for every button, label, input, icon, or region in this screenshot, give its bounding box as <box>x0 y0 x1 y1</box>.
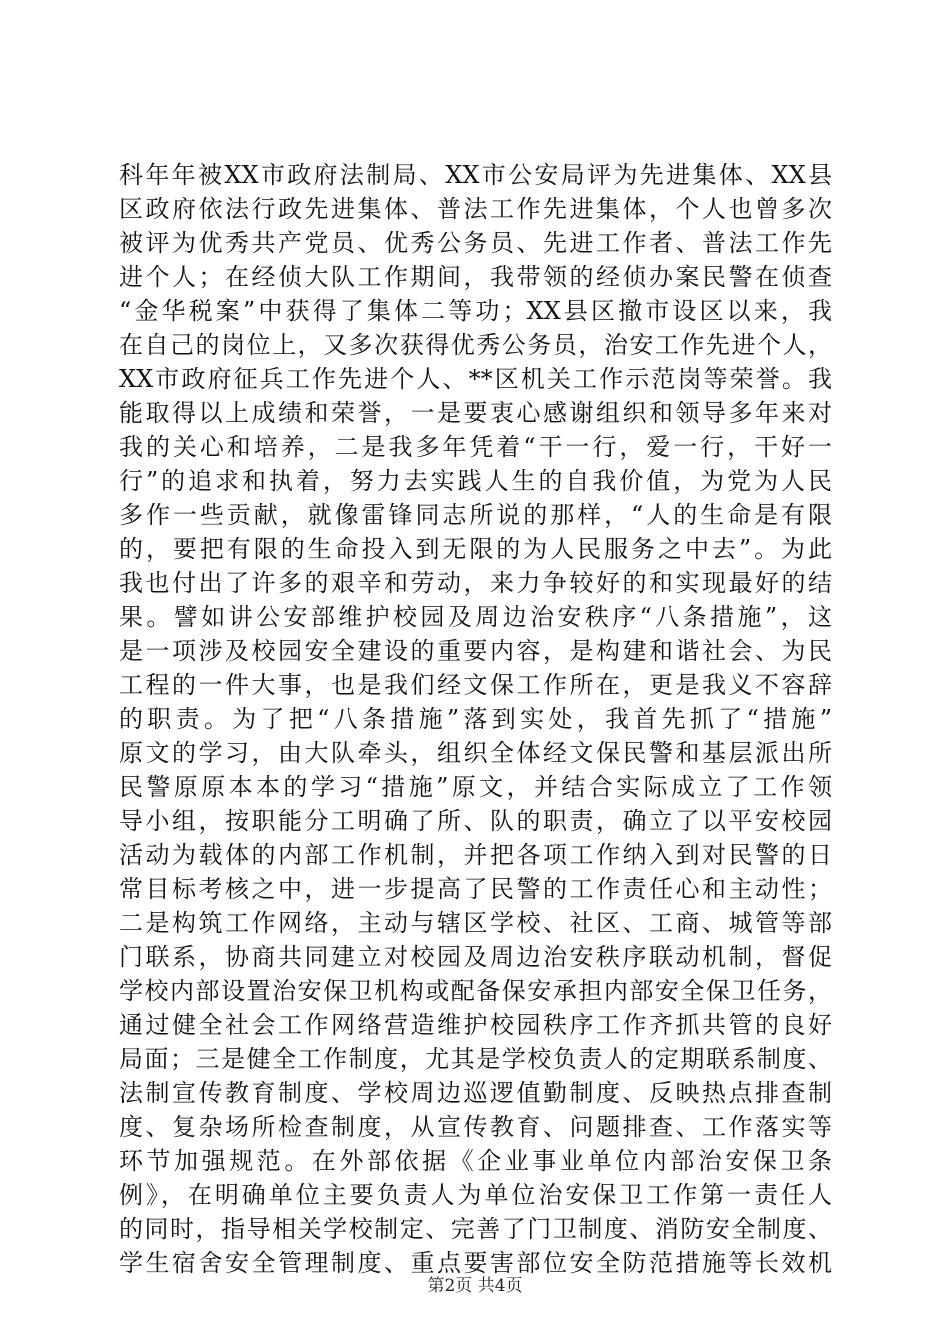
text-line: 活动为载体的内部工作机制，并把各项工作纳入到对民警的日 <box>119 841 832 869</box>
text-line: 工程的一件大事，也是我们经文保工作所在，更是我义不容辞 <box>119 671 832 699</box>
text-line: 在自己的岗位上，又多次获得优秀公务员，治安工作先进个人， <box>119 331 832 359</box>
text-line: “金华税案”中获得了集体二等功；XX县区撤市设区以来，我 <box>119 297 832 325</box>
text-line: 通过健全社会工作网络营造维护校园秩序工作齐抓共管的良好 <box>119 1011 832 1039</box>
text-line: 我的关心和培养，二是我多年凭着“干一行，爱一行，干好一 <box>119 433 832 461</box>
text-line: 局面；三是健全工作制度，尤其是学校负责人的定期联系制度、 <box>119 1045 832 1073</box>
text-line: 的同时，指导相关学校制定、完善了门卫制度、消防安全制度、 <box>119 1215 832 1243</box>
text-line: 的职责。为了把“八条措施”落到实处，我首先抓了“措施” <box>119 705 832 733</box>
body-paragraph <box>119 158 832 1280</box>
page-footer: 第2页 共4页 <box>427 1276 523 1296</box>
text-line: 科年年被XX市政府法制局、XX市公安局评为先进集体、XX县 <box>119 161 832 189</box>
text-line: 度、复杂场所检查制度，从宣传教育、问题排查、工作落实等 <box>119 1113 832 1141</box>
text-line: 门联系，协商共同建立对校园及周边治安秩序联动机制，督促 <box>119 943 832 971</box>
text-line: 我也付出了许多的艰辛和劳动，来力争较好的和实现最好的结 <box>119 569 832 597</box>
text-line: 是一项涉及校园安全建设的重要内容，是构建和谐社会、为民 <box>119 637 832 665</box>
text-line: 原文的学习，由大队牵头，组织全体经文保民警和基层派出所 <box>119 739 832 767</box>
text-line: 区政府依法行政先进集体、普法工作先进集体，个人也曾多次 <box>119 195 832 223</box>
text-line: 进个人；在经侦大队工作期间，我带领的经侦办案民警在侦查 <box>119 263 832 291</box>
text-line: 学生宿舍安全管理制度、重点要害部位安全防范措施等长效机 <box>119 1249 832 1277</box>
text-line: 环节加强规范。在外部依据《企业事业单位内部治安保卫条 <box>119 1147 832 1175</box>
text-line: XX市政府征兵工作先进个人、**区机关工作示范岗等荣誉。我 <box>119 365 832 393</box>
text-line: 学校内部设置治安保卫机构或配备保安承担内部安全保卫任务， <box>119 977 832 1005</box>
text-line: 被评为优秀共产党员、优秀公务员、先进工作者、普法工作先 <box>119 229 832 257</box>
text-line: 二是构筑工作网络，主动与辖区学校、社区、工商、城管等部 <box>119 909 832 937</box>
text-line: 例》，在明确单位主要负责人为单位治安保卫工作第一责任人 <box>119 1181 832 1209</box>
text-line: 多作一些贡献，就像雷锋同志所说的那样，“人的生命是有限 <box>119 501 832 529</box>
text-line: 能取得以上成绩和荣誉，一是要衷心感谢组织和领导多年来对 <box>119 399 832 427</box>
text-line: 的，要把有限的生命投入到无限的为人民服务之中去”。为此 <box>119 535 832 563</box>
text-line: 果。譬如讲公安部维护校园及周边治安秩序“八条措施”，这 <box>119 603 832 631</box>
text-line: 民警原原本本的学习“措施”原文，并结合实际成立了工作领 <box>119 773 832 801</box>
text-line: 法制宣传教育制度、学校周边巡逻值勤制度、反映热点排查制 <box>119 1079 832 1107</box>
text-line: 常目标考核之中，进一步提高了民警的工作责任心和主动性； <box>119 875 832 903</box>
text-line: 导小组，按职能分工明确了所、队的职责，确立了以平安校园 <box>119 807 832 835</box>
text-line: 行”的追求和执着，努力去实践人生的自我价值，为党为人民 <box>119 467 832 495</box>
